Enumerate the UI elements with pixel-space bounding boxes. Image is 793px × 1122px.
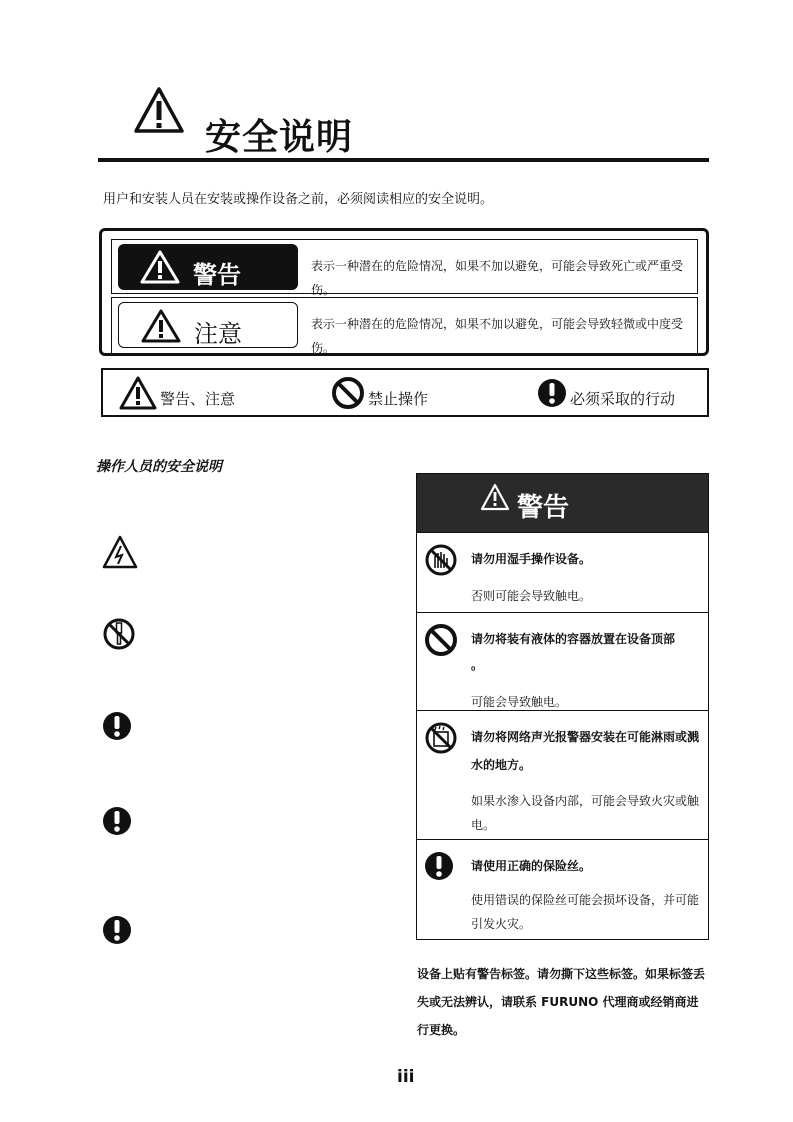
title-divider — [98, 158, 709, 162]
mandatory-action-icon — [537, 376, 567, 410]
legend-label-prohibited: 禁止操作 — [368, 390, 429, 408]
warning-triangle-icon — [480, 483, 510, 511]
warning-triangle-icon — [140, 250, 180, 284]
legend-label-mandatory: 必须采取的行动 — [570, 390, 676, 408]
no-water-exposure-icon — [424, 721, 458, 755]
warning-item-title: 请勿将装有液体的容器放置在设备顶部 — [471, 632, 676, 646]
warning-triangle-icon — [141, 309, 181, 343]
warning-item — [417, 710, 708, 839]
mandatory-icon — [102, 805, 132, 837]
warning-panel — [416, 473, 709, 940]
signal-word-caution: 注意 — [194, 320, 242, 348]
mandatory-icon — [102, 914, 132, 946]
no-wet-hands-icon — [424, 543, 458, 577]
warning-panel-header — [417, 474, 708, 532]
warning-item-note: 如果水渗入设备内部，可能会导致火灾或触电。 — [471, 794, 700, 832]
warning-item — [417, 839, 708, 939]
warning-item-title-tail: 。 — [471, 658, 484, 672]
signal-desc-caution: 表示一种潜在的危险情况，如果不加以避免，可能会导致轻微或中度受伤。 — [311, 317, 684, 355]
legend-item-warning — [119, 376, 235, 410]
page-number: iii — [397, 1067, 415, 1087]
caution-badge — [118, 302, 298, 348]
electric-shock-icon — [102, 535, 138, 569]
page-title: 安全说明 — [205, 117, 354, 158]
warning-item-note: 使用错误的保险丝可能会损坏设备，并可能引发火灾。 — [471, 893, 700, 931]
legend-label-warning: 警告、注意 — [160, 390, 236, 408]
warning-item-note: 否则可能会导致触电。 — [471, 589, 592, 603]
signal-desc-warning: 表示一种潜在的危险情况，如果不加以避免，可能会导致死亡或严重受伤。 — [311, 259, 684, 297]
warning-triangle-icon — [133, 86, 185, 134]
signal-word-box — [99, 228, 709, 356]
legend-item-mandatory — [537, 376, 675, 410]
warning-item — [417, 532, 708, 612]
prohibition-icon — [331, 376, 365, 410]
warning-item-note: 可能会导致触电。 — [471, 695, 568, 709]
mandatory-icon — [424, 850, 454, 882]
warning-item-title: 请勿将网络声光报警器安装在可能淋雨或溅水的地方。 — [471, 730, 700, 772]
warning-item-title: 请使用正确的保险丝。 — [471, 859, 592, 873]
warning-badge — [118, 244, 298, 290]
warning-triangle-icon — [119, 376, 157, 410]
label-notice: 设备上贴有警告标签。请勿撕下这些标签。如果标签丢失或无法辨认，请联系 FURUNO 代理商或经销商进行更换。 — [417, 967, 706, 1037]
intro-text: 用户和安装人员在安装或操作设备之前，必须阅读相应的安全说明。 — [103, 192, 494, 207]
mandatory-icon — [102, 710, 132, 742]
legend-item-prohibited — [331, 376, 428, 410]
no-disassembly-icon — [102, 617, 136, 651]
warning-panel-title: 警告 — [517, 493, 570, 523]
warning-item-title: 请勿用湿手操作设备。 — [471, 552, 592, 566]
signal-row-warning — [111, 239, 698, 297]
prohibition-icon — [424, 623, 458, 657]
signal-word-warning: 警告 — [193, 261, 241, 289]
symbol-legend — [101, 368, 709, 417]
section-heading: 操作人员的安全说明 — [96, 459, 222, 475]
signal-row-caution — [111, 297, 698, 354]
warning-item — [417, 612, 708, 710]
